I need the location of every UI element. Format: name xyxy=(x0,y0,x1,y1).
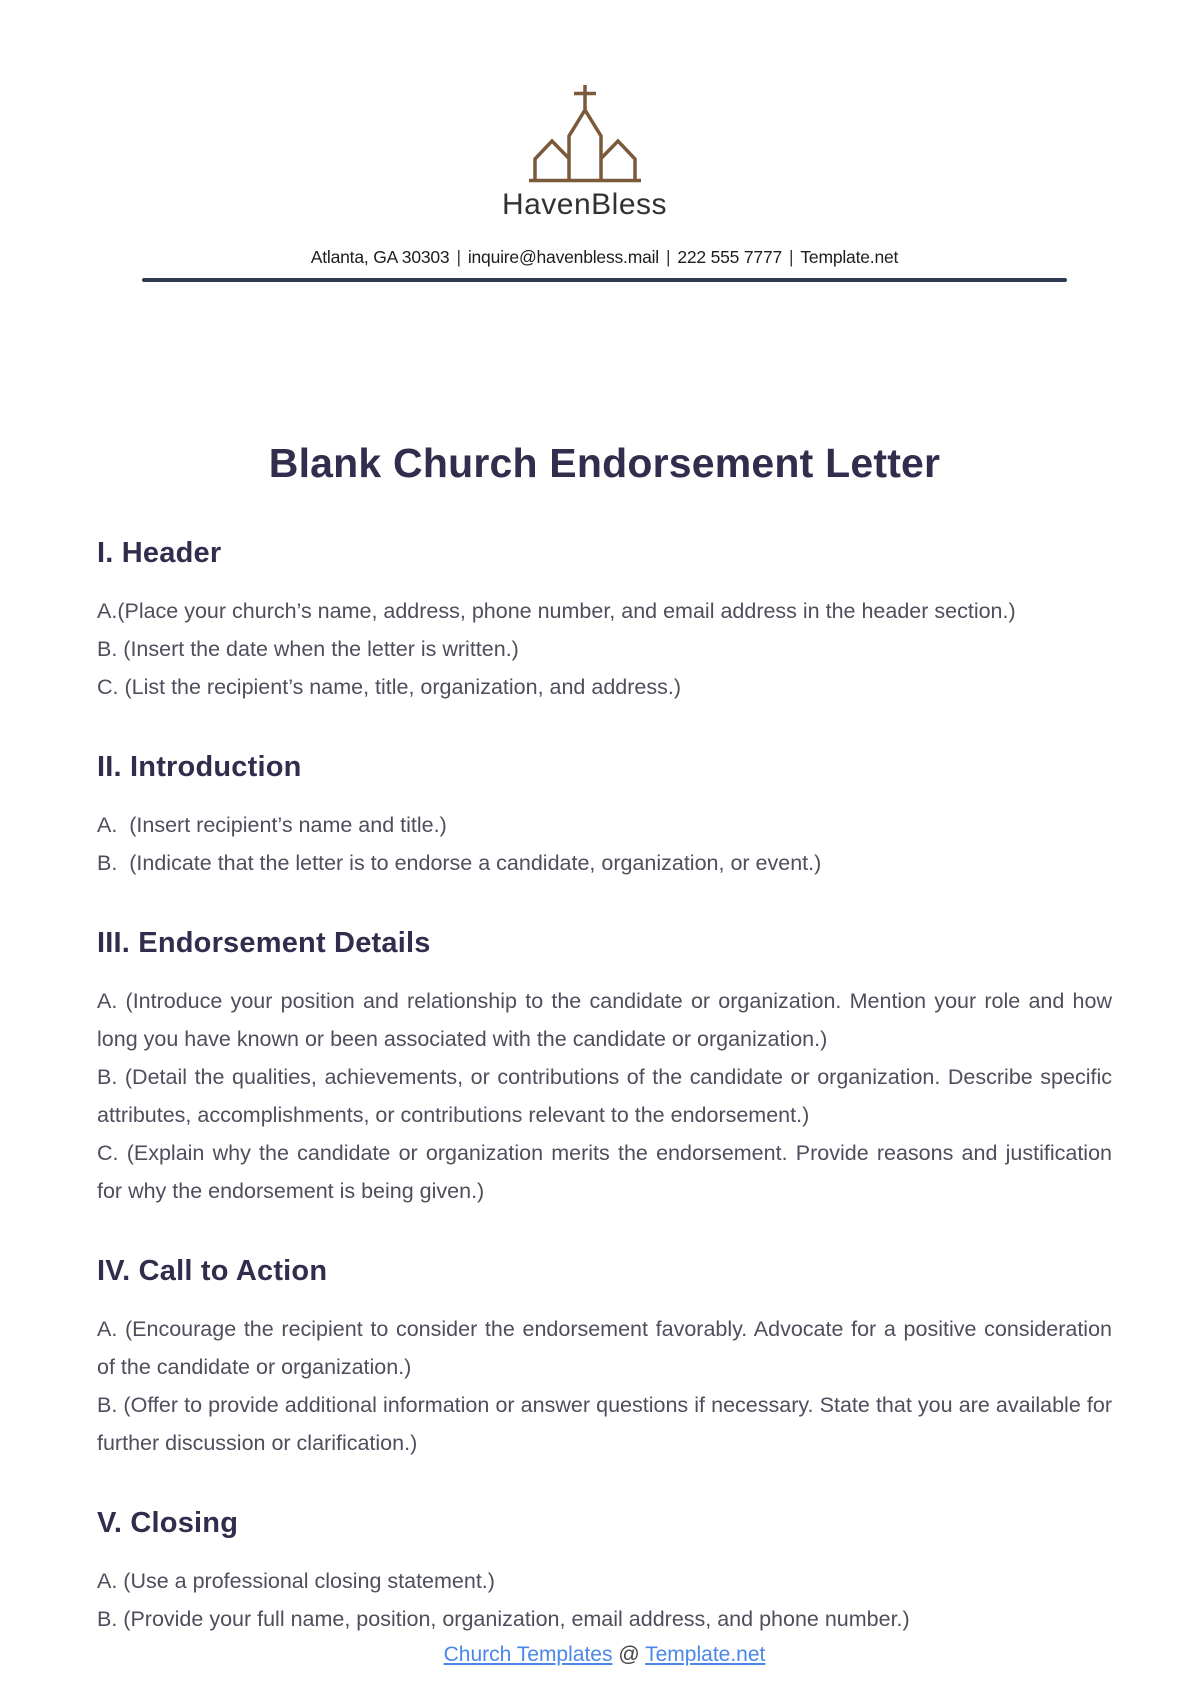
list-item: B. (Insert the date when the letter is written.) xyxy=(97,636,519,661)
section-introduction xyxy=(97,748,1112,882)
section-call-to-action xyxy=(97,1252,1112,1462)
list-item: B. (Indicate that the letter is to endorse a candidate, organization, or event.) xyxy=(97,850,822,875)
list-item: A.(Place your church’s name, address, phone number, and email address in the header section.) xyxy=(97,598,1016,623)
list-item: B. (Provide your full name, position, organization, email address, and phone number.) xyxy=(97,1606,910,1631)
letterhead xyxy=(97,0,1112,282)
separator-bar: | xyxy=(789,247,794,267)
church-templates-link[interactable]: Church Templates xyxy=(443,1642,613,1666)
list-item: A. (Encourage the recipient to consider the endorsement favorably. Advocate for a positive consideration of the candidate or organization.) xyxy=(97,1316,1112,1379)
list-item: A. (Introduce your position and relationship to the candidate or organization. Mention your role and how long you have known or been associated with the candidate or organization.) xyxy=(97,988,1112,1051)
section-header xyxy=(97,534,1112,706)
contact-address: Atlanta, GA 30303 xyxy=(310,247,450,267)
list-item: A. (Insert recipient’s name and title.) xyxy=(97,812,447,837)
list-item: B. (Detail the qualities, achievements, or contributions of the candidate or organization. Describe specific attributes, accomplishments, or contributions relevant to the endorsement.) xyxy=(97,1064,1112,1127)
logo xyxy=(77,0,1092,222)
section-heading: II. Introduction xyxy=(97,750,302,783)
footer xyxy=(97,1642,1112,1668)
section-heading: I. Header xyxy=(97,536,222,569)
contact-line xyxy=(97,246,1112,268)
separator-bar: | xyxy=(666,247,671,267)
template-net-link[interactable]: Template.net xyxy=(645,1642,766,1666)
church-icon xyxy=(529,84,641,186)
section-heading: IV. Call to Action xyxy=(97,1254,328,1287)
contact-site: Template.net xyxy=(800,247,899,267)
section-heading: III. Endorsement Details xyxy=(97,926,431,959)
section-heading: V. Closing xyxy=(97,1506,239,1539)
header-divider xyxy=(142,278,1067,282)
list-item: C. (List the recipient’s name, title, organization, and address.) xyxy=(97,674,681,699)
list-item: A. (Use a professional closing statement.) xyxy=(97,1568,495,1593)
list-item: C. (Explain why the candidate or organization merits the endorsement. Provide reasons and justification for why the endorsement is being given.) xyxy=(97,1140,1112,1203)
footer-at-separator: @ xyxy=(618,1642,640,1666)
contact-email: inquire@havenbless.mail xyxy=(467,247,659,267)
section-endorsement-details xyxy=(97,924,1112,1210)
page-title: Blank Church Endorsement Letter xyxy=(268,439,941,486)
brand-name: HavenBless xyxy=(501,188,668,221)
list-item: B. (Offer to provide additional information or answer questions if necessary. State that you are available for further discussion or clarification.) xyxy=(97,1392,1112,1455)
section-closing xyxy=(97,1504,1112,1638)
separator-bar: | xyxy=(456,247,461,267)
contact-phone: 222 555 7777 xyxy=(677,247,783,267)
